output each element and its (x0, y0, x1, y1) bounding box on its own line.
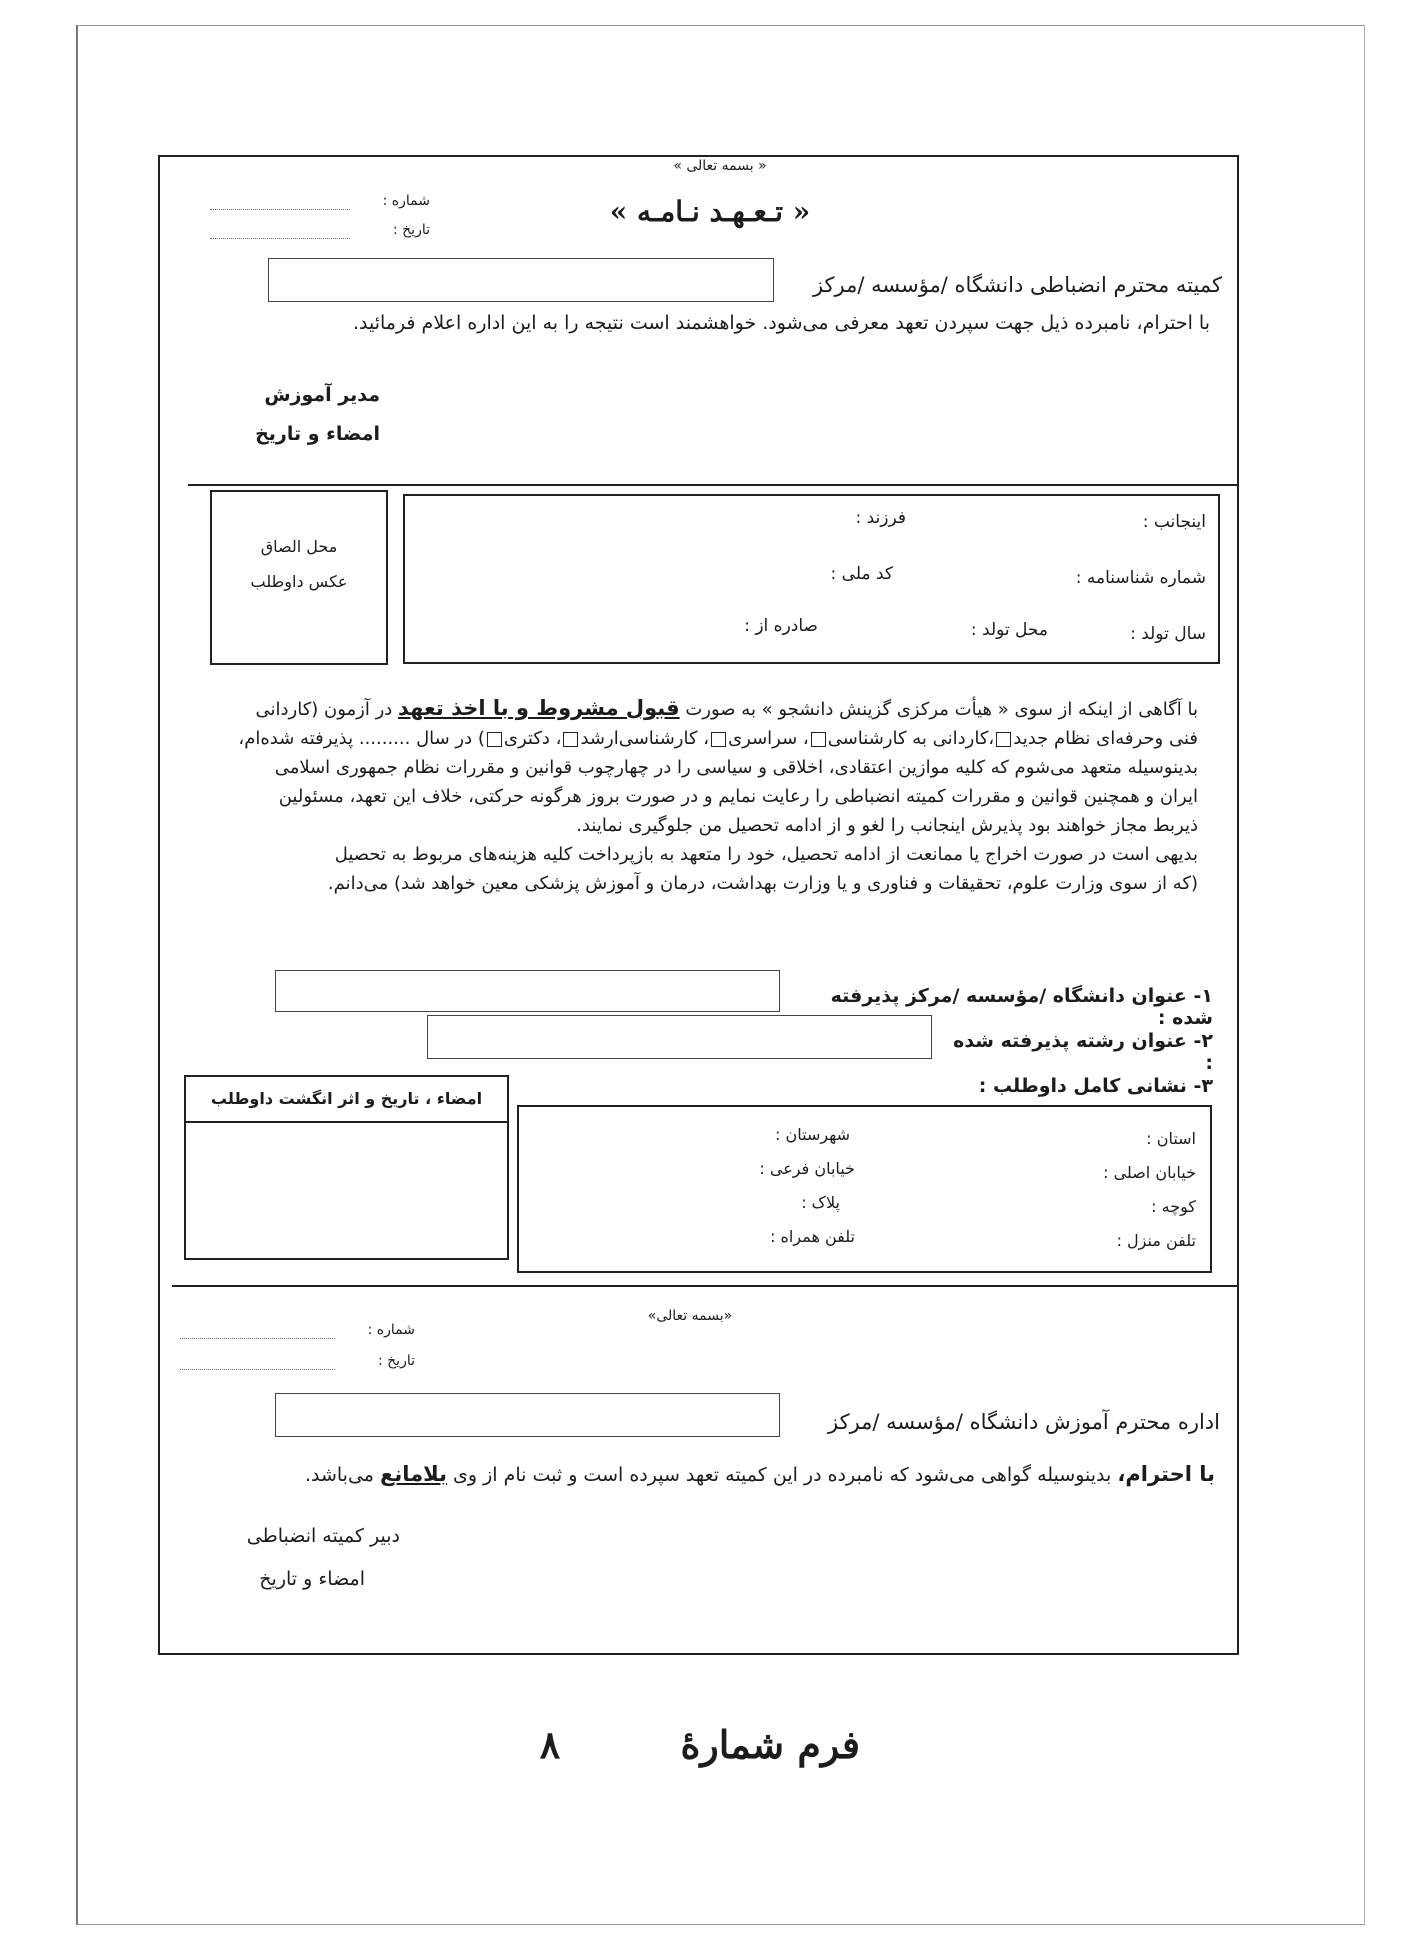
number-dotted-line (210, 209, 350, 210)
address-box (517, 1105, 1212, 1273)
major-field-label: ۲- عنوان رشته پذیرفته شده : (953, 1030, 1213, 1074)
reply-bismillah: «بسمه تعالی» (647, 1308, 733, 1324)
commitment-line-2: فنی وحرفه‌ای نظام جدید،کاردانی به کارشناسی، سراسری، کارشناسی‌ارشد، دکتری) در سال ......... پذیرفته شده‌ام، (238, 728, 1198, 749)
no-objection-emphasis: بلامانع (380, 1462, 447, 1486)
commitment-line-1: با آگاهی از اینکه از سوی « هیأت مرکزی گزینش دانشجو » به صورت قبول مشروط و با اخذ تعهد در آزمون (کاردانی (255, 696, 1198, 720)
birth-year-label: سال تولد : (1130, 624, 1206, 644)
accepted-university-field[interactable] (275, 970, 780, 1012)
photo-label-2: عکس داوطلب (250, 572, 348, 591)
commitment-line-5: ذیربط مجاز خواهند بود پذیرش اینجانب را لغو و از ادامه تحصیل من جلوگیری نمایند. (576, 815, 1198, 836)
commitment-line-7: (که از سوی وزارت علوم، تحقیقات و فناوری و یا وزارت بهداشت، درمان و آموزش پزشکی معین خواهد شد) می‌دانم. (327, 873, 1198, 894)
child-of-label: فرزند : (855, 508, 906, 528)
education-manager-sign: امضاء و تاریخ (255, 423, 380, 445)
checkbox-new-vocational[interactable] (996, 732, 1011, 747)
commitment-line-4: ایران و همچنین قوانین و مقررات کمیته انضباطی را رعایت نمایم و در صورت بروز هرگونه حرکتی، خلاف این تعهد، مسئولین (278, 786, 1198, 807)
reply-text: با احترام، بدینوسیله گواهی می‌شود که نامبرده در این کمیته تعهد سپرده است و ثبت نام از وی بلامانع می‌باشد. (304, 1462, 1215, 1486)
reply-number-dotted-line (180, 1338, 335, 1339)
main-street-label: خیابان اصلی : (1103, 1163, 1196, 1182)
number-label: شماره : (382, 193, 430, 209)
recipient-line: کمیته محترم انضباطی دانشگاه /مؤسسه /مرکز (812, 273, 1222, 297)
checkbox-masters[interactable] (563, 732, 578, 747)
province-label: استان : (1146, 1129, 1196, 1148)
form-number-label: فرم شمارهٔ (680, 1722, 860, 1767)
university-field-label: ۱- عنوان دانشگاه /مؤسسه /مرکز پذیرفته شده : (830, 985, 1213, 1029)
address-field-label: ۳- نشانی کامل داوطلب : (978, 1075, 1213, 1097)
personal-info-box (403, 494, 1220, 664)
applicant-signature-box[interactable] (184, 1075, 509, 1260)
signature-box-title: امضاء ، تاریخ و اثر انگشت داوطلب (186, 1077, 507, 1123)
id-number-label: شماره شناسنامه : (1075, 568, 1206, 588)
commitment-line-6: بدیهی است در صورت اخراج یا ممانعت از ادامه تحصیل، خود را متعهد به بازپرداخت کلیه هزینه‌های مربوط به تحصیل (334, 844, 1198, 865)
form-number-value: ۸ (539, 1722, 561, 1767)
section-divider-1 (188, 484, 1238, 486)
photo-box[interactable] (210, 490, 388, 665)
request-text: با احترام، نامبرده ذیل جهت سپردن تعهد معرفی می‌شود. خواهشمند است نتیجه را به این اداره اعلام فرمائید. (352, 312, 1210, 334)
national-code-label: کد ملی : (830, 564, 893, 584)
city-label: شهرستان : (775, 1125, 850, 1144)
bismillah: « بسمه تعالی » (673, 158, 767, 174)
reply-recipient: اداره محترم آموزش دانشگاه /مؤسسه /مرکز (828, 1410, 1220, 1434)
alley-label: کوچه : (1151, 1197, 1196, 1216)
name-label: اینجانب : (1142, 512, 1206, 532)
issued-from-label: صادره از : (744, 616, 818, 636)
commitment-paragraph (186, 694, 1198, 898)
commitment-line-3: بدینوسیله متعهد می‌شوم که کلیه موازین اعتقادی، اخلاقی و سیاسی را در چهارچوب قوانین و مقررات نظام جمهوری اسلامی (274, 757, 1198, 778)
mobile-label: تلفن همراه : (770, 1227, 855, 1246)
date-dotted-line (210, 238, 350, 239)
side-street-label: خیابان فرعی : (759, 1159, 855, 1178)
university-name-field[interactable] (268, 258, 774, 302)
section-divider-2 (172, 1285, 1239, 1287)
home-phone-label: تلفن منزل : (1116, 1231, 1196, 1250)
checkbox-national[interactable] (711, 732, 726, 747)
date-label: تاریخ : (392, 222, 430, 238)
conditional-acceptance-emphasis: قبول مشروط و با اخذ تعهد (398, 696, 680, 720)
checkbox-associate-to-bachelor[interactable] (811, 732, 826, 747)
form-title: « تـعـهـد نـامـه » (609, 195, 811, 228)
reply-university-field[interactable] (275, 1393, 780, 1437)
reply-number-label: شماره : (367, 1322, 415, 1338)
checkbox-doctorate[interactable] (487, 732, 502, 747)
birth-place-label: محل تولد : (970, 620, 1048, 640)
committee-secretary-title: دبیر کمیته انضباطی (246, 1525, 400, 1547)
plaque-label: پلاک : (801, 1193, 840, 1212)
reply-date-dotted-line (180, 1369, 335, 1370)
photo-label-1: محل الصاق (260, 537, 338, 556)
education-manager-title: مدیر آموزش (264, 384, 380, 406)
committee-secretary-sign: امضاء و تاریخ (259, 1568, 365, 1590)
accepted-major-field[interactable] (427, 1015, 932, 1059)
reply-date-label: تاریخ : (377, 1353, 415, 1369)
